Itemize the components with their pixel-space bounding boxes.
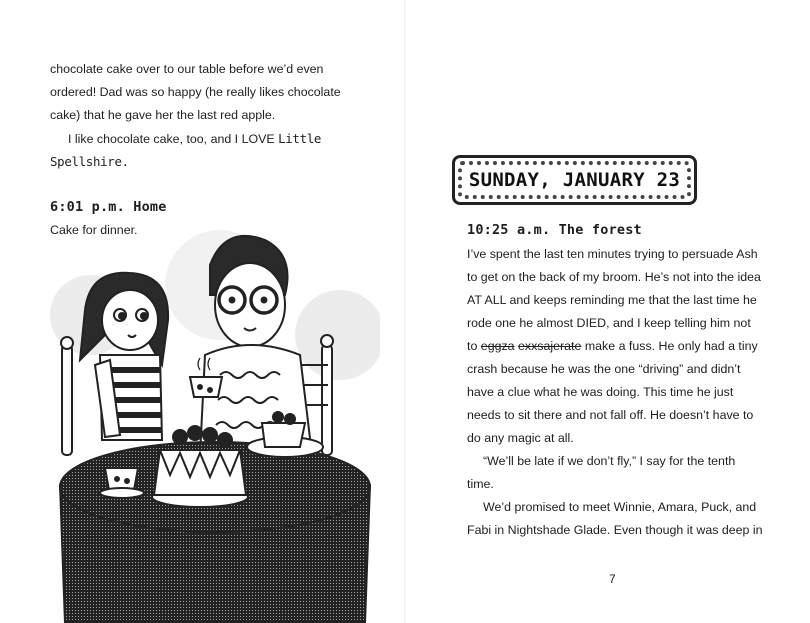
- right-line-13: Fabi in Nightshade Glade. Even though it was deep in: [467, 523, 763, 537]
- right-line-6: crash because he was the one “driving” and didn’t: [467, 362, 741, 376]
- right-entry-heading: 10:25 a.m. The forest: [467, 222, 642, 238]
- chair-left: [61, 337, 73, 455]
- right-line-1: I’ve spent the last ten minutes trying to persuade Ash: [467, 247, 758, 261]
- spellshire-word: Spellshire.: [50, 154, 129, 169]
- left-entry-heading: 6:01 p.m. Home: [50, 199, 167, 215]
- girl-figure: [80, 273, 168, 440]
- crossed-out-word-1: eggza: [480, 339, 515, 353]
- page-number: 7: [609, 572, 616, 586]
- right-line-4: rode one he almost DIED, and I keep telling him not: [467, 316, 751, 330]
- right-line-2: to get on the back of my broom. He’s not into the idea: [467, 270, 761, 284]
- right-line-3: AT ALL and keeps reminding me that the last time he: [467, 293, 757, 307]
- right-line-7: have a clue what he was doing. This time he just: [467, 385, 734, 399]
- right-line-9: do any magic at all.: [467, 431, 574, 445]
- right-line-12: We’d promised to meet Winnie, Amara, Puck, and: [483, 500, 757, 514]
- left-paragraph-line-3: cake) that he gave her the last red apple.: [50, 108, 276, 122]
- right-line-10: “We’ll be late if we don’t fly,” I say for the tenth: [483, 454, 736, 468]
- date-banner-text: SUNDAY, JANUARY 23: [468, 169, 681, 191]
- right-line-5: [467, 335, 758, 358]
- crossed-out-word-2: exxsajerate: [518, 339, 582, 353]
- page-gutter: [404, 0, 406, 623]
- right-line-5-start: to: [467, 339, 478, 353]
- right-line-8: needs to sit there and not fall off. He doesn’t have to: [467, 408, 754, 422]
- left-paragraph-line-2: ordered! Dad was so happy (he really likes chocolate: [50, 85, 341, 99]
- little-spellshire-word: Little: [278, 131, 322, 146]
- family-dinner-illustration: [50, 225, 380, 623]
- right-line-11: time.: [467, 477, 494, 491]
- left-entry-text: Cake for dinner.: [50, 223, 138, 237]
- left-line-4-text: I like chocolate cake, too, and I LOVE: [68, 132, 275, 146]
- date-banner: [452, 155, 697, 205]
- right-line-5-end: make a fuss. He only had a tiny: [584, 339, 758, 353]
- left-paragraph-line-1: chocolate cake over to our table before we’d even: [50, 62, 324, 76]
- left-paragraph-line-4: [68, 127, 321, 151]
